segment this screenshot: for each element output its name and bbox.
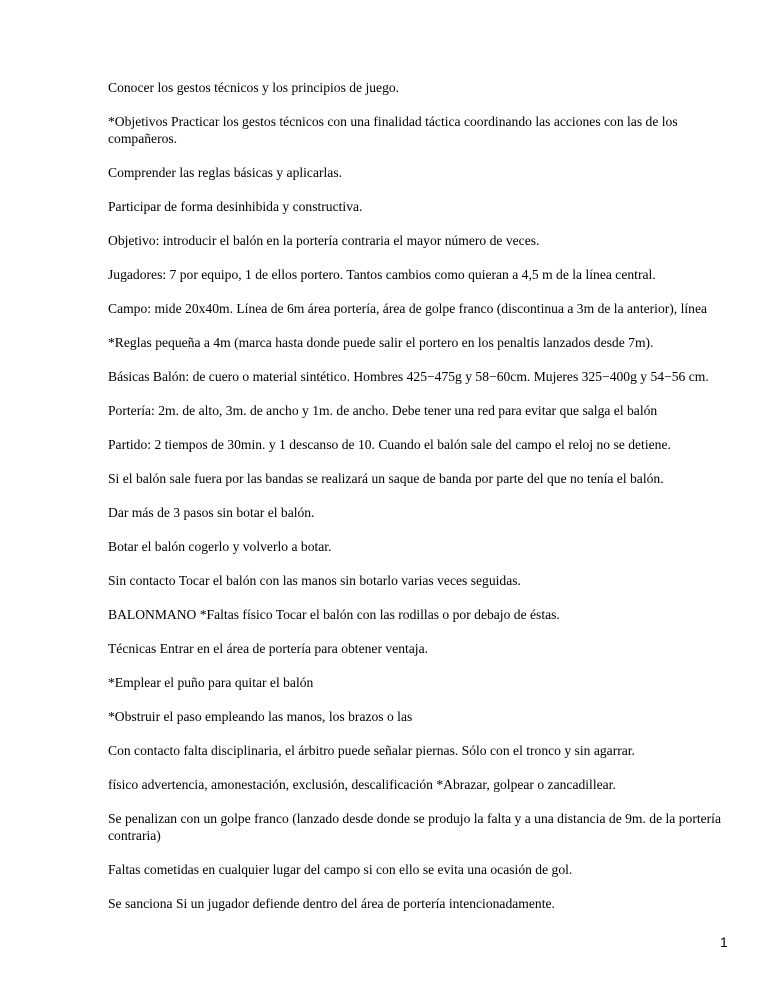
paragraph: físico advertencia, amonestación, exclusión, descalificación *Abrazar, golpear o zancadillear.	[108, 777, 616, 792]
paragraph: BALONMANO *Faltas físico Tocar el balón con las rodillas o por debajo de éstas.	[108, 607, 560, 622]
paragraph: *Obstruir el paso empleando las manos, los brazos o las	[108, 709, 413, 724]
paragraph: Campo: mide 20x40m. Línea de 6m área portería, área de golpe franco (discontinua a 3m de la anterior), línea	[108, 301, 708, 316]
paragraph: Jugadores: 7 por equipo, 1 de ellos portero. Tantos cambios como quieran a 4,5 m de la línea central.	[108, 267, 656, 282]
paragraph: Si el balón sale fuera por las bandas se realizará un saque de banda por parte del que no tenía el balón.	[108, 471, 664, 486]
paragraph: Botar el balón cogerlo y volverlo a botar.	[108, 539, 332, 554]
paragraph: Básicas Balón: de cuero o material sintético. Hombres 425−475g y 58−60cm. Mujeres 325−400g y 54−56 cm.	[108, 369, 709, 384]
paragraph: Objetivo: introducir el balón en la portería contraria el mayor número de veces.	[108, 233, 540, 248]
paragraph: Se penalizan con un golpe franco (lanzado desde donde se produjo la falta y a una distancia de 9m. de la portería contraria)	[108, 811, 721, 843]
paragraph: Conocer los gestos técnicos y los principios de juego.	[108, 80, 400, 95]
paragraph: Comprender las reglas básicas y aplicarlas.	[108, 165, 343, 180]
paragraph: Faltas cometidas en cualquier lugar del campo si con ello se evita una ocasión de gol.	[108, 862, 573, 877]
paragraph: *Objetivos Practicar los gestos técnicos con una finalidad táctica coordinando las acciones con las de los compañeros.	[108, 114, 678, 146]
paragraph: Participar de forma desinhibida y constructiva.	[108, 199, 363, 214]
paragraph: *Reglas pequeña a 4m (marca hasta donde puede salir el portero en los penaltis lanzados desde 7m).	[108, 335, 654, 350]
paragraph: Portería: 2m. de alto, 3m. de ancho y 1m. de ancho. Debe tener una red para evitar que salga el balón	[108, 403, 658, 418]
paragraph: Técnicas Entrar en el área de portería para obtener ventaja.	[108, 641, 429, 656]
page-number: 1	[720, 934, 728, 950]
document-body	[108, 79, 728, 929]
paragraph: Partido: 2 tiempos de 30min. y 1 descanso de 10. Cuando el balón sale del campo el reloj no se detiene.	[108, 437, 671, 452]
paragraph: *Emplear el puño para quitar el balón	[108, 675, 314, 690]
paragraph: Dar más de 3 pasos sin botar el balón.	[108, 505, 315, 520]
paragraph: Sin contacto Tocar el balón con las manos sin botarlo varias veces seguidas.	[108, 573, 521, 588]
paragraph: Con contacto falta disciplinaria, el árbitro puede señalar piernas. Sólo con el tronco y sin agarrar.	[108, 743, 635, 758]
paragraph: Se sanciona Si un jugador defiende dentro del área de portería intencionadamente.	[108, 896, 555, 911]
